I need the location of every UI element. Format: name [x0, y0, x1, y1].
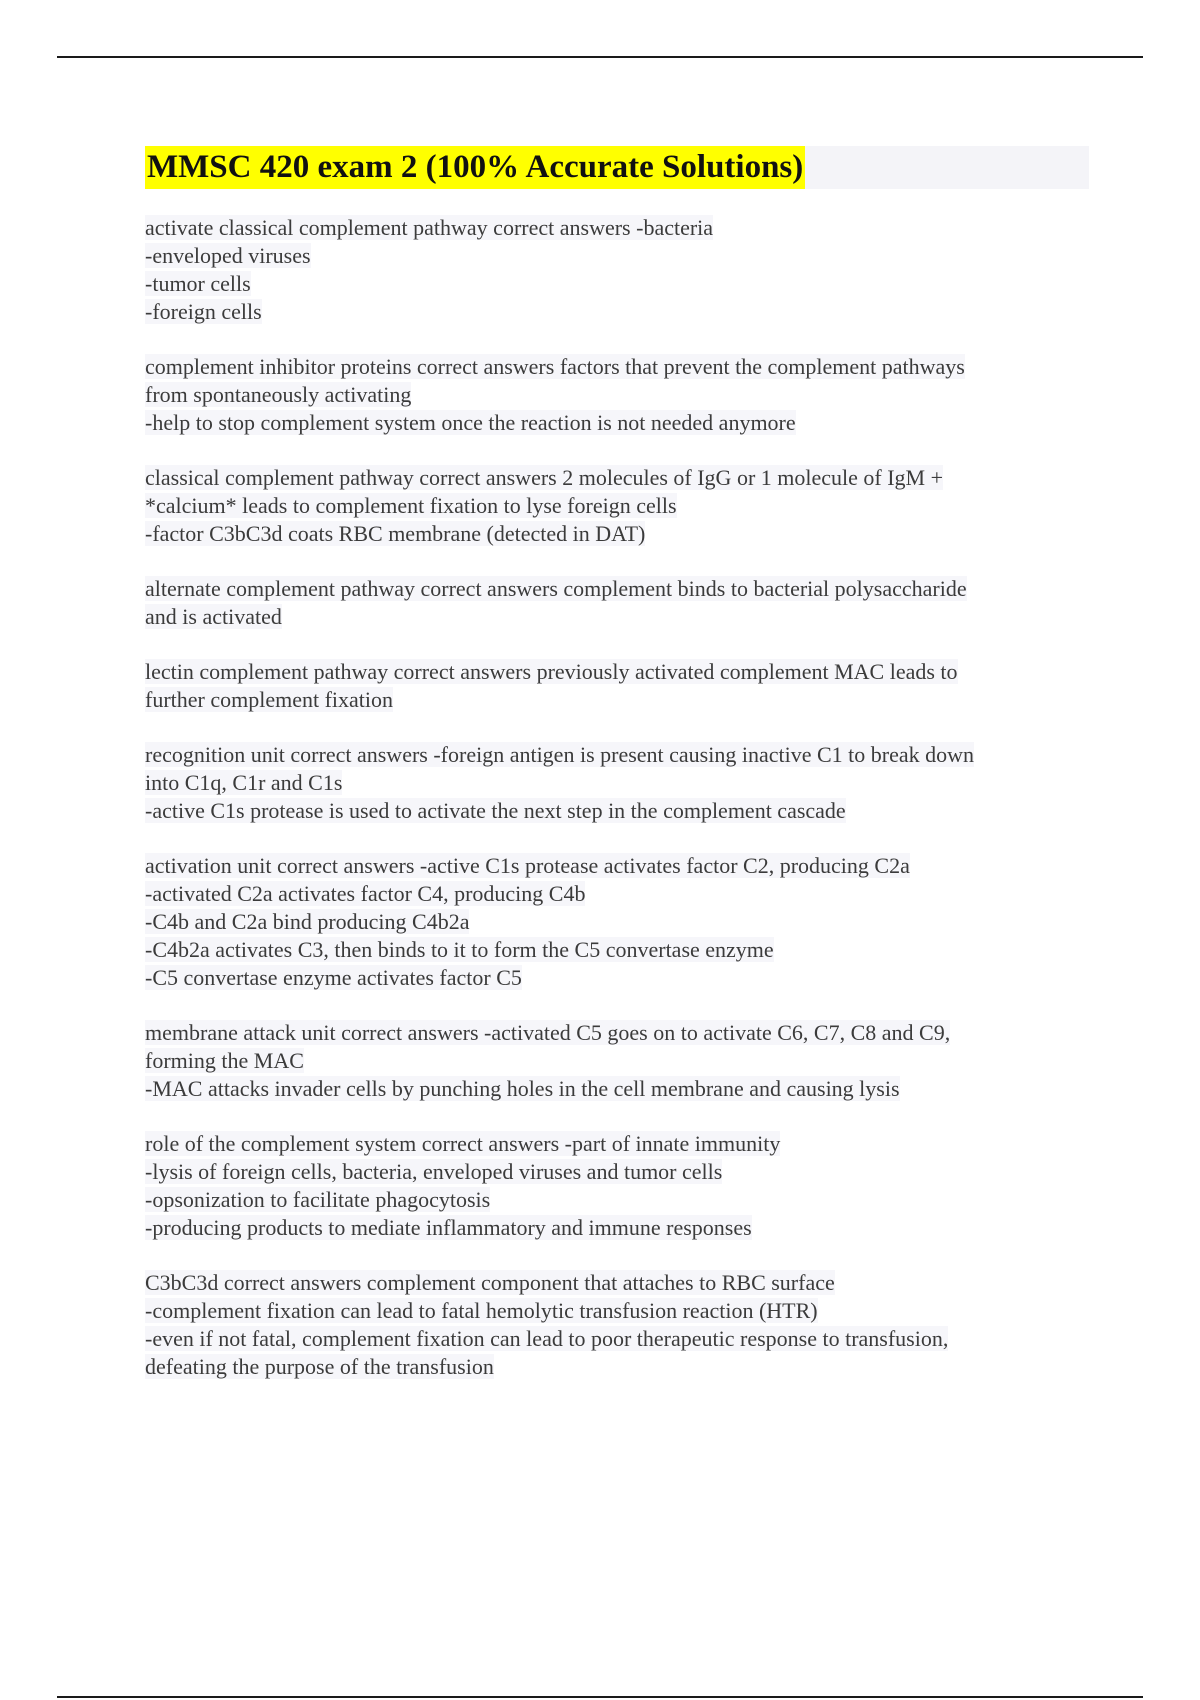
entry-line-text: and is activated: [145, 604, 282, 629]
entry-line-text: alternate complement pathway correct answers complement binds to bacterial polysaccharide: [145, 576, 967, 601]
qa-entry: [145, 1130, 1089, 1242]
entry-line-text: -producing products to mediate inflammatory and immune responses: [145, 1215, 752, 1240]
entry-line: [145, 1019, 1089, 1047]
entry-line-text: -factor C3bC3d coats RBC membrane (detected in DAT): [145, 521, 646, 546]
top-rule: [57, 56, 1143, 58]
entry-line-text: -MAC attacks invader cells by punching holes in the cell membrane and causing lysis: [145, 1076, 900, 1101]
entry-line-text: -active C1s protease is used to activate the next step in the complement cascade: [145, 798, 846, 823]
entry-line-text: activation unit correct answers -active C1s protease activates factor C2, producing C2a: [145, 853, 910, 878]
bottom-rule: [57, 1696, 1143, 1698]
entry-line-text: from spontaneously activating: [145, 382, 412, 407]
entry-line-text: -complement fixation can lead to fatal hemolytic transfusion reaction (HTR): [145, 1298, 818, 1323]
entry-line-text: activate classical complement pathway correct answers -bacteria: [145, 215, 714, 240]
entry-line-text: -lysis of foreign cells, bacteria, enveloped viruses and tumor cells: [145, 1159, 723, 1184]
entry-line-text: -tumor cells: [145, 271, 251, 296]
entry-line: [145, 575, 1089, 603]
entry-line-text: further complement fixation: [145, 687, 394, 712]
entry-line-text: into C1q, C1r and C1s: [145, 770, 343, 795]
entry-line: [145, 603, 1089, 631]
entry-line-text: defeating the purpose of the transfusion: [145, 1354, 494, 1379]
entry-line-text: role of the complement system correct answers -part of innate immunity: [145, 1131, 781, 1156]
entry-line: [145, 1186, 1089, 1214]
entry-line: [145, 520, 1089, 548]
entry-line-text: -even if not fatal, complement fixation can lead to poor therapeutic response to transfusion,: [145, 1326, 949, 1351]
entry-line: [145, 1158, 1089, 1186]
entry-line: [145, 409, 1089, 437]
qa-entry: [145, 852, 1089, 992]
entry-line: [145, 381, 1089, 409]
entry-line: [145, 492, 1089, 520]
entry-line: [145, 880, 1089, 908]
entry-line-text: C3bC3d correct answers complement component that attaches to RBC surface: [145, 1270, 835, 1295]
qa-entry: [145, 575, 1089, 631]
entry-line-text: membrane attack unit correct answers -activated C5 goes on to activate C6, C7, C8 and C9,: [145, 1020, 951, 1045]
entry-line-text: -activated C2a activates factor C4, producing C4b: [145, 881, 586, 906]
qa-entry: [145, 353, 1089, 437]
entry-line: [145, 658, 1089, 686]
entry-line-text: -C5 convertase enzyme activates factor C5: [145, 965, 522, 990]
entry-line: [145, 464, 1089, 492]
entries-list: [145, 214, 1089, 1381]
qa-entry: [145, 464, 1089, 548]
entry-line-text: recognition unit correct answers -foreign antigen is present causing inactive C1 to break down: [145, 742, 975, 767]
entry-line: [145, 797, 1089, 825]
qa-entry: [145, 1019, 1089, 1103]
entry-line: [145, 908, 1089, 936]
entry-line: [145, 1075, 1089, 1103]
entry-line-text: forming the MAC: [145, 1048, 304, 1073]
entry-line: [145, 852, 1089, 880]
entry-line-text: -opsonization to facilitate phagocytosis: [145, 1187, 491, 1212]
entry-line: [145, 1214, 1089, 1242]
entry-line: [145, 769, 1089, 797]
qa-entry: [145, 1269, 1089, 1381]
entry-line: [145, 353, 1089, 381]
entry-line: [145, 964, 1089, 992]
entry-line: [145, 298, 1089, 326]
entry-line-text: lectin complement pathway correct answers previously activated complement MAC leads to: [145, 659, 958, 684]
entry-line: [145, 1353, 1089, 1381]
entry-line-text: -C4b and C2a bind producing C4b2a: [145, 909, 470, 934]
entry-line: [145, 1297, 1089, 1325]
document-body: [145, 146, 1089, 1408]
entry-line-text: -help to stop complement system once the reaction is not needed anymore: [145, 410, 796, 435]
entry-line: [145, 741, 1089, 769]
entry-line-text: -foreign cells: [145, 299, 262, 324]
entry-line-text: *calcium* leads to complement fixation to lyse foreign cells: [145, 493, 677, 518]
qa-entry: [145, 214, 1089, 326]
entry-line: [145, 270, 1089, 298]
entry-line: [145, 1325, 1089, 1353]
qa-entry: [145, 658, 1089, 714]
qa-entry: [145, 741, 1089, 825]
title-band: [145, 146, 1089, 189]
entry-line-text: complement inhibitor proteins correct answers factors that prevent the complement pathways: [145, 354, 965, 379]
entry-line: [145, 214, 1089, 242]
entry-line: [145, 1130, 1089, 1158]
entry-line: [145, 936, 1089, 964]
entry-line: [145, 1047, 1089, 1075]
entry-line-text: classical complement pathway correct answers 2 molecules of IgG or 1 molecule of IgM +: [145, 465, 944, 490]
entry-line-text: -enveloped viruses: [145, 243, 311, 268]
entry-line: [145, 242, 1089, 270]
entry-line: [145, 686, 1089, 714]
document-title: MMSC 420 exam 2 (100% Accurate Solutions): [145, 146, 805, 189]
entry-line: [145, 1269, 1089, 1297]
entry-line-text: -C4b2a activates C3, then binds to it to form the C5 convertase enzyme: [145, 937, 774, 962]
